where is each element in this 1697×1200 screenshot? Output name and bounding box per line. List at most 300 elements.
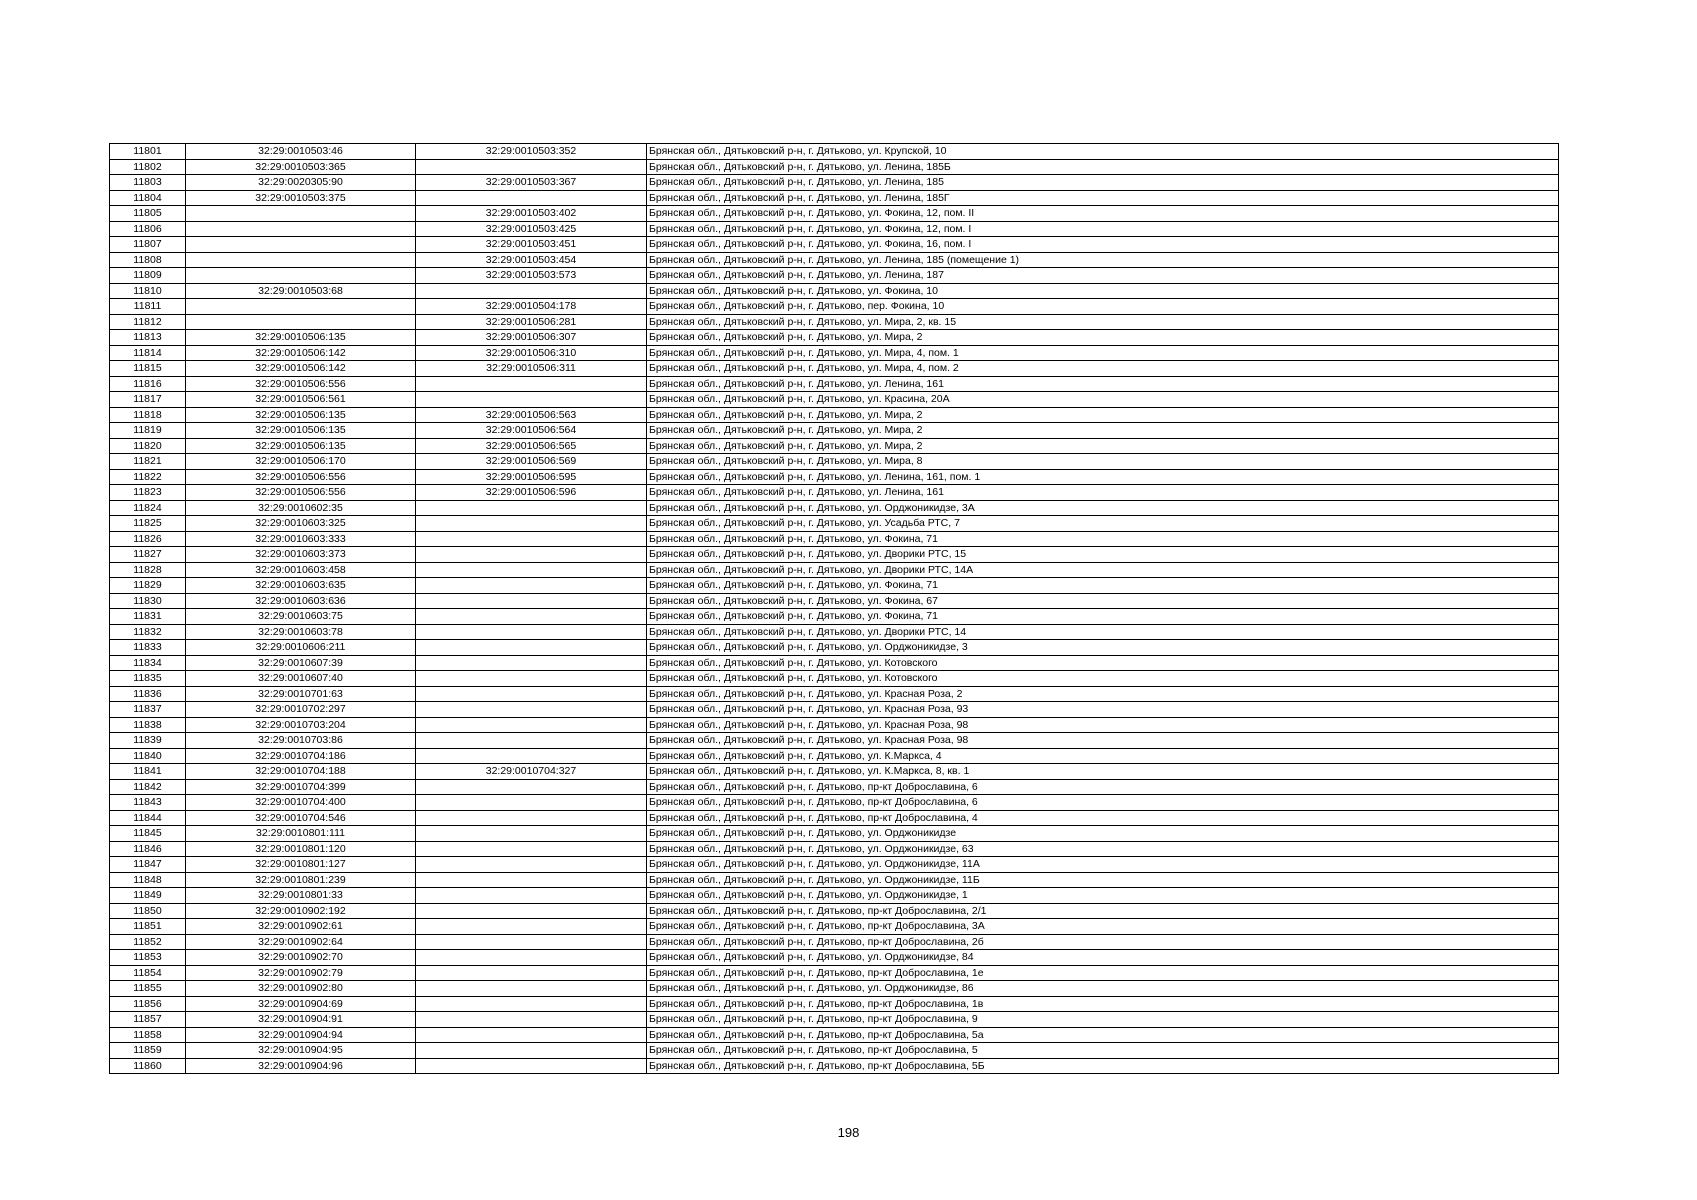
table-row bbox=[110, 314, 1559, 330]
row-number-cell: 11818 bbox=[110, 407, 186, 423]
address-cell: Брянская обл., Дятьковский р-н, г. Дятьково, ул. Дворики РТС, 14 bbox=[647, 624, 1559, 640]
row-number-cell: 11830 bbox=[110, 593, 186, 609]
table-row bbox=[110, 1043, 1559, 1059]
building-cadastral-number-cell: 32:29:0010506:595 bbox=[416, 469, 647, 485]
row-number-cell: 11836 bbox=[110, 686, 186, 702]
address-cell: Брянская обл., Дятьковский р-н, г. Дятьково, ул. Фокина, 71 bbox=[647, 578, 1559, 594]
table-row bbox=[110, 655, 1559, 671]
building-cadastral-number-cell bbox=[416, 671, 647, 687]
land-cadastral-number-cell: 32:29:0010704:546 bbox=[186, 810, 416, 826]
address-cell: Брянская обл., Дятьковский р-н, г. Дятьково, ул. Ленина, 187 bbox=[647, 268, 1559, 284]
building-cadastral-number-cell bbox=[416, 283, 647, 299]
land-cadastral-number-cell bbox=[186, 299, 416, 315]
address-cell: Брянская обл., Дятьковский р-н, г. Дятьково, ул. Орджоникидзе, 84 bbox=[647, 950, 1559, 966]
land-cadastral-number-cell: 32:29:0010703:86 bbox=[186, 733, 416, 749]
land-cadastral-number-cell: 32:29:0010602:35 bbox=[186, 500, 416, 516]
building-cadastral-number-cell bbox=[416, 640, 647, 656]
building-cadastral-number-cell bbox=[416, 500, 647, 516]
building-cadastral-number-cell bbox=[416, 826, 647, 842]
address-cell: Брянская обл., Дятьковский р-н, г. Дятьково, ул. Мира, 4, пом. 2 bbox=[647, 361, 1559, 377]
row-number-cell: 11854 bbox=[110, 965, 186, 981]
building-cadastral-number-cell bbox=[416, 702, 647, 718]
table-row bbox=[110, 1027, 1559, 1043]
table-row bbox=[110, 1012, 1559, 1028]
row-number-cell: 11832 bbox=[110, 624, 186, 640]
building-cadastral-number-cell bbox=[416, 624, 647, 640]
land-cadastral-number-cell: 32:29:0010801:33 bbox=[186, 888, 416, 904]
land-cadastral-number-cell: 32:29:0010603:78 bbox=[186, 624, 416, 640]
table-row bbox=[110, 609, 1559, 625]
row-number-cell: 11802 bbox=[110, 159, 186, 175]
building-cadastral-number-cell bbox=[416, 686, 647, 702]
address-cell: Брянская обл., Дятьковский р-н, г. Дятьково, ул. Дворики РТС, 14А bbox=[647, 562, 1559, 578]
building-cadastral-number-cell: 32:29:0010506:311 bbox=[416, 361, 647, 377]
building-cadastral-number-cell bbox=[416, 748, 647, 764]
building-cadastral-number-cell bbox=[416, 965, 647, 981]
land-cadastral-number-cell: 32:29:0010603:636 bbox=[186, 593, 416, 609]
land-cadastral-number-cell: 32:29:0010506:135 bbox=[186, 423, 416, 439]
address-cell: Брянская обл., Дятьковский р-н, г. Дятьково, пр-кт Доброславина, 2б bbox=[647, 934, 1559, 950]
building-cadastral-number-cell: 32:29:0010503:402 bbox=[416, 206, 647, 222]
address-cell: Брянская обл., Дятьковский р-н, г. Дятьково, ул. Мира, 8 bbox=[647, 454, 1559, 470]
land-cadastral-number-cell: 32:29:0010902:192 bbox=[186, 903, 416, 919]
address-cell: Брянская обл., Дятьковский р-н, г. Дятьково, пр-кт Доброславина, 2/1 bbox=[647, 903, 1559, 919]
table-row bbox=[110, 438, 1559, 454]
row-number-cell: 11846 bbox=[110, 841, 186, 857]
address-cell: Брянская обл., Дятьковский р-н, г. Дятьково, ул. Котовского bbox=[647, 655, 1559, 671]
land-cadastral-number-cell: 32:29:0010506:556 bbox=[186, 485, 416, 501]
building-cadastral-number-cell bbox=[416, 190, 647, 206]
table-row bbox=[110, 469, 1559, 485]
building-cadastral-number-cell bbox=[416, 655, 647, 671]
building-cadastral-number-cell bbox=[416, 1058, 647, 1074]
building-cadastral-number-cell: 32:29:0010704:327 bbox=[416, 764, 647, 780]
table-row bbox=[110, 345, 1559, 361]
row-number-cell: 11843 bbox=[110, 795, 186, 811]
row-number-cell: 11807 bbox=[110, 237, 186, 253]
address-cell: Брянская обл., Дятьковский р-н, г. Дятьково, ул. Мира, 4, пом. 1 bbox=[647, 345, 1559, 361]
land-cadastral-number-cell bbox=[186, 206, 416, 222]
address-cell: Брянская обл., Дятьковский р-н, г. Дятьково, ул. Ленина, 185Б bbox=[647, 159, 1559, 175]
row-number-cell: 11828 bbox=[110, 562, 186, 578]
address-cell: Брянская обл., Дятьковский р-н, г. Дятьково, ул. Фокина, 12, пом. II bbox=[647, 206, 1559, 222]
building-cadastral-number-cell bbox=[416, 516, 647, 532]
address-cell: Брянская обл., Дятьковский р-н, г. Дятьково, ул. Орджоникидзе, 11А bbox=[647, 857, 1559, 873]
land-cadastral-number-cell: 32:29:0010503:375 bbox=[186, 190, 416, 206]
row-number-cell: 11841 bbox=[110, 764, 186, 780]
row-number-cell: 11801 bbox=[110, 144, 186, 160]
land-cadastral-number-cell: 32:29:0010603:325 bbox=[186, 516, 416, 532]
building-cadastral-number-cell bbox=[416, 888, 647, 904]
building-cadastral-number-cell bbox=[416, 562, 647, 578]
row-number-cell: 11860 bbox=[110, 1058, 186, 1074]
row-number-cell: 11809 bbox=[110, 268, 186, 284]
table-row bbox=[110, 361, 1559, 377]
address-cell: Брянская обл., Дятьковский р-н, г. Дятьково, ул. Мира, 2, кв. 15 bbox=[647, 314, 1559, 330]
land-cadastral-number-cell: 32:29:0010902:79 bbox=[186, 965, 416, 981]
row-number-cell: 11858 bbox=[110, 1027, 186, 1043]
row-number-cell: 11837 bbox=[110, 702, 186, 718]
row-number-cell: 11806 bbox=[110, 221, 186, 237]
address-cell: Брянская обл., Дятьковский р-н, г. Дятьково, ул. Фокина, 10 bbox=[647, 283, 1559, 299]
row-number-cell: 11816 bbox=[110, 376, 186, 392]
row-number-cell: 11847 bbox=[110, 857, 186, 873]
row-number-cell: 11833 bbox=[110, 640, 186, 656]
table-row bbox=[110, 733, 1559, 749]
table-row bbox=[110, 392, 1559, 408]
land-cadastral-number-cell: 32:29:0010603:373 bbox=[186, 547, 416, 563]
land-cadastral-number-cell: 32:29:0010606:211 bbox=[186, 640, 416, 656]
building-cadastral-number-cell bbox=[416, 810, 647, 826]
table-row bbox=[110, 376, 1559, 392]
table-row bbox=[110, 531, 1559, 547]
building-cadastral-number-cell bbox=[416, 547, 647, 563]
address-cell: Брянская обл., Дятьковский р-н, г. Дятьково, ул. Ленина, 161, пом. 1 bbox=[647, 469, 1559, 485]
row-number-cell: 11838 bbox=[110, 717, 186, 733]
address-cell: Брянская обл., Дятьковский р-н, г. Дятьково, ул. Ленина, 185 (помещение 1) bbox=[647, 252, 1559, 268]
building-cadastral-number-cell bbox=[416, 903, 647, 919]
row-number-cell: 11804 bbox=[110, 190, 186, 206]
table-row bbox=[110, 671, 1559, 687]
table-row bbox=[110, 454, 1559, 470]
land-cadastral-number-cell: 32:29:0010902:70 bbox=[186, 950, 416, 966]
row-number-cell: 11823 bbox=[110, 485, 186, 501]
address-cell: Брянская обл., Дятьковский р-н, г. Дятьково, ул. Фокина, 12, пом. I bbox=[647, 221, 1559, 237]
row-number-cell: 11824 bbox=[110, 500, 186, 516]
table-row bbox=[110, 686, 1559, 702]
building-cadastral-number-cell bbox=[416, 531, 647, 547]
address-cell: Брянская обл., Дятьковский р-н, г. Дятьково, ул. Орджоникидзе, 1 bbox=[647, 888, 1559, 904]
table-row bbox=[110, 221, 1559, 237]
building-cadastral-number-cell bbox=[416, 1027, 647, 1043]
row-number-cell: 11839 bbox=[110, 733, 186, 749]
building-cadastral-number-cell bbox=[416, 996, 647, 1012]
land-cadastral-number-cell: 32:29:0010603:635 bbox=[186, 578, 416, 594]
address-cell: Брянская обл., Дятьковский р-н, г. Дятьково, ул. Красная Роза, 98 bbox=[647, 717, 1559, 733]
row-number-cell: 11852 bbox=[110, 934, 186, 950]
address-cell: Брянская обл., Дятьковский р-н, г. Дятьково, ул. Мира, 2 bbox=[647, 330, 1559, 346]
table-row bbox=[110, 810, 1559, 826]
property-table bbox=[109, 143, 1559, 1074]
table-row bbox=[110, 903, 1559, 919]
building-cadastral-number-cell: 32:29:0010503:451 bbox=[416, 237, 647, 253]
address-cell: Брянская обл., Дятьковский р-н, г. Дятьково, пр-кт Доброславина, 4 bbox=[647, 810, 1559, 826]
land-cadastral-number-cell: 32:29:0010904:94 bbox=[186, 1027, 416, 1043]
land-cadastral-number-cell: 32:29:0010506:135 bbox=[186, 438, 416, 454]
address-cell: Брянская обл., Дятьковский р-н, г. Дятьково, пр-кт Доброславина, 5а bbox=[647, 1027, 1559, 1043]
building-cadastral-number-cell: 32:29:0010506:569 bbox=[416, 454, 647, 470]
address-cell: Брянская обл., Дятьковский р-н, г. Дятьково, ул. Фокина, 67 bbox=[647, 593, 1559, 609]
table-row bbox=[110, 407, 1559, 423]
land-cadastral-number-cell: 32:29:0010704:188 bbox=[186, 764, 416, 780]
land-cadastral-number-cell: 32:29:0010801:120 bbox=[186, 841, 416, 857]
address-cell: Брянская обл., Дятьковский р-н, г. Дятьково, ул. Мира, 2 bbox=[647, 438, 1559, 454]
address-cell: Брянская обл., Дятьковский р-н, г. Дятьково, пр-кт Доброславина, 5 bbox=[647, 1043, 1559, 1059]
row-number-cell: 11825 bbox=[110, 516, 186, 532]
building-cadastral-number-cell bbox=[416, 981, 647, 997]
address-cell: Брянская обл., Дятьковский р-н, г. Дятьково, ул. Красная Роза, 93 bbox=[647, 702, 1559, 718]
row-number-cell: 11811 bbox=[110, 299, 186, 315]
table-row bbox=[110, 423, 1559, 439]
land-cadastral-number-cell bbox=[186, 268, 416, 284]
building-cadastral-number-cell: 32:29:0010506:310 bbox=[416, 345, 647, 361]
land-cadastral-number-cell: 32:29:0010506:561 bbox=[186, 392, 416, 408]
table-row bbox=[110, 764, 1559, 780]
address-cell: Брянская обл., Дятьковский р-н, г. Дятьково, пр-кт Доброславина, 5Б bbox=[647, 1058, 1559, 1074]
land-cadastral-number-cell: 32:29:0010506:142 bbox=[186, 361, 416, 377]
building-cadastral-number-cell: 32:29:0010506:596 bbox=[416, 485, 647, 501]
address-cell: Брянская обл., Дятьковский р-н, г. Дятьково, ул. Крупской, 10 bbox=[647, 144, 1559, 160]
land-cadastral-number-cell: 32:29:0010704:186 bbox=[186, 748, 416, 764]
table-row bbox=[110, 981, 1559, 997]
table-row bbox=[110, 593, 1559, 609]
building-cadastral-number-cell bbox=[416, 159, 647, 175]
land-cadastral-number-cell: 32:29:0010904:91 bbox=[186, 1012, 416, 1028]
land-cadastral-number-cell bbox=[186, 252, 416, 268]
address-cell: Брянская обл., Дятьковский р-н, г. Дятьково, ул. Ленина, 185Г bbox=[647, 190, 1559, 206]
building-cadastral-number-cell: 32:29:0010506:563 bbox=[416, 407, 647, 423]
building-cadastral-number-cell bbox=[416, 578, 647, 594]
table-row bbox=[110, 934, 1559, 950]
table-row bbox=[110, 578, 1559, 594]
table-row bbox=[110, 144, 1559, 160]
table-row bbox=[110, 702, 1559, 718]
row-number-cell: 11842 bbox=[110, 779, 186, 795]
building-cadastral-number-cell: 32:29:0010503:454 bbox=[416, 252, 647, 268]
building-cadastral-number-cell: 32:29:0010506:307 bbox=[416, 330, 647, 346]
address-cell: Брянская обл., Дятьковский р-н, г. Дятьково, ул. Красная Роза, 98 bbox=[647, 733, 1559, 749]
table-row bbox=[110, 1058, 1559, 1074]
table-row bbox=[110, 857, 1559, 873]
address-cell: Брянская обл., Дятьковский р-н, г. Дятьково, пр-кт Доброславина, 3А bbox=[647, 919, 1559, 935]
land-cadastral-number-cell: 32:29:0010702:297 bbox=[186, 702, 416, 718]
row-number-cell: 11831 bbox=[110, 609, 186, 625]
row-number-cell: 11805 bbox=[110, 206, 186, 222]
land-cadastral-number-cell: 32:29:0010603:333 bbox=[186, 531, 416, 547]
land-cadastral-number-cell: 32:29:0010506:556 bbox=[186, 376, 416, 392]
row-number-cell: 11856 bbox=[110, 996, 186, 1012]
address-cell: Брянская обл., Дятьковский р-н, г. Дятьково, ул. Орджоникидзе, 63 bbox=[647, 841, 1559, 857]
row-number-cell: 11820 bbox=[110, 438, 186, 454]
row-number-cell: 11840 bbox=[110, 748, 186, 764]
table-row bbox=[110, 547, 1559, 563]
address-cell: Брянская обл., Дятьковский р-н, г. Дятьково, ул. Котовского bbox=[647, 671, 1559, 687]
land-cadastral-number-cell: 32:29:0010902:61 bbox=[186, 919, 416, 935]
table-row bbox=[110, 237, 1559, 253]
address-cell: Брянская обл., Дятьковский р-н, г. Дятьково, ул. К.Маркса, 8, кв. 1 bbox=[647, 764, 1559, 780]
row-number-cell: 11822 bbox=[110, 469, 186, 485]
address-cell: Брянская обл., Дятьковский р-н, г. Дятьково, ул. Красная Роза, 2 bbox=[647, 686, 1559, 702]
address-cell: Брянская обл., Дятьковский р-н, г. Дятьково, пр-кт Доброславина, 1в bbox=[647, 996, 1559, 1012]
address-cell: Брянская обл., Дятьковский р-н, г. Дятьково, ул. Ленина, 185 bbox=[647, 175, 1559, 191]
table-row bbox=[110, 950, 1559, 966]
table-row bbox=[110, 283, 1559, 299]
building-cadastral-number-cell: 32:29:0010503:573 bbox=[416, 268, 647, 284]
building-cadastral-number-cell bbox=[416, 717, 647, 733]
address-cell: Брянская обл., Дятьковский р-н, г. Дятьково, пр-кт Доброславина, 9 bbox=[647, 1012, 1559, 1028]
building-cadastral-number-cell bbox=[416, 392, 647, 408]
address-cell: Брянская обл., Дятьковский р-н, г. Дятьково, ул. Дворики РТС, 15 bbox=[647, 547, 1559, 563]
table-row bbox=[110, 330, 1559, 346]
building-cadastral-number-cell bbox=[416, 609, 647, 625]
row-number-cell: 11815 bbox=[110, 361, 186, 377]
land-cadastral-number-cell: 32:29:0010904:69 bbox=[186, 996, 416, 1012]
row-number-cell: 11821 bbox=[110, 454, 186, 470]
land-cadastral-number-cell: 32:29:0010607:39 bbox=[186, 655, 416, 671]
row-number-cell: 11826 bbox=[110, 531, 186, 547]
address-cell: Брянская обл., Дятьковский р-н, г. Дятьково, ул. Орджоникидзе, 3 bbox=[647, 640, 1559, 656]
row-number-cell: 11848 bbox=[110, 872, 186, 888]
address-cell: Брянская обл., Дятьковский р-н, г. Дятьково, ул. Мира, 2 bbox=[647, 423, 1559, 439]
building-cadastral-number-cell: 32:29:0010504:178 bbox=[416, 299, 647, 315]
table-row bbox=[110, 748, 1559, 764]
building-cadastral-number-cell: 32:29:0010506:281 bbox=[416, 314, 647, 330]
building-cadastral-number-cell bbox=[416, 950, 647, 966]
address-cell: Брянская обл., Дятьковский р-н, г. Дятьково, ул. Орджоникидзе, 11Б bbox=[647, 872, 1559, 888]
land-cadastral-number-cell: 32:29:0010801:111 bbox=[186, 826, 416, 842]
row-number-cell: 11829 bbox=[110, 578, 186, 594]
land-cadastral-number-cell: 32:29:0010506:142 bbox=[186, 345, 416, 361]
building-cadastral-number-cell bbox=[416, 841, 647, 857]
address-cell: Брянская обл., Дятьковский р-н, г. Дятьково, ул. Мира, 2 bbox=[647, 407, 1559, 423]
address-cell: Брянская обл., Дятьковский р-н, г. Дятьково, ул. Ленина, 161 bbox=[647, 376, 1559, 392]
land-cadastral-number-cell: 32:29:0010506:135 bbox=[186, 330, 416, 346]
land-cadastral-number-cell bbox=[186, 237, 416, 253]
land-cadastral-number-cell: 32:29:0010607:40 bbox=[186, 671, 416, 687]
row-number-cell: 11827 bbox=[110, 547, 186, 563]
row-number-cell: 11813 bbox=[110, 330, 186, 346]
row-number-cell: 11850 bbox=[110, 903, 186, 919]
land-cadastral-number-cell: 32:29:0010506:135 bbox=[186, 407, 416, 423]
table-row bbox=[110, 299, 1559, 315]
building-cadastral-number-cell bbox=[416, 779, 647, 795]
land-cadastral-number-cell bbox=[186, 221, 416, 237]
address-cell: Брянская обл., Дятьковский р-н, г. Дятьково, ул. Усадьба РТС, 7 bbox=[647, 516, 1559, 532]
table-row bbox=[110, 252, 1559, 268]
address-cell: Брянская обл., Дятьковский р-н, г. Дятьково, ул. Фокина, 71 bbox=[647, 609, 1559, 625]
building-cadastral-number-cell bbox=[416, 1043, 647, 1059]
page-number: 198 bbox=[837, 1125, 860, 1140]
address-cell: Брянская обл., Дятьковский р-н, г. Дятьково, ул. Фокина, 71 bbox=[647, 531, 1559, 547]
table-row bbox=[110, 919, 1559, 935]
address-cell: Брянская обл., Дятьковский р-н, г. Дятьково, ул. Орджоникидзе bbox=[647, 826, 1559, 842]
row-number-cell: 11855 bbox=[110, 981, 186, 997]
row-number-cell: 11812 bbox=[110, 314, 186, 330]
land-cadastral-number-cell bbox=[186, 314, 416, 330]
building-cadastral-number-cell bbox=[416, 376, 647, 392]
row-number-cell: 11803 bbox=[110, 175, 186, 191]
land-cadastral-number-cell: 32:29:0010904:95 bbox=[186, 1043, 416, 1059]
table-row bbox=[110, 190, 1559, 206]
building-cadastral-number-cell bbox=[416, 872, 647, 888]
address-cell: Брянская обл., Дятьковский р-н, г. Дятьково, пр-кт Доброславина, 6 bbox=[647, 779, 1559, 795]
table-row bbox=[110, 485, 1559, 501]
building-cadastral-number-cell: 32:29:0010506:564 bbox=[416, 423, 647, 439]
land-cadastral-number-cell: 32:29:0010506:556 bbox=[186, 469, 416, 485]
building-cadastral-number-cell: 32:29:0010506:565 bbox=[416, 438, 647, 454]
row-number-cell: 11849 bbox=[110, 888, 186, 904]
land-cadastral-number-cell: 32:29:0010506:170 bbox=[186, 454, 416, 470]
building-cadastral-number-cell bbox=[416, 593, 647, 609]
land-cadastral-number-cell: 32:29:0010801:127 bbox=[186, 857, 416, 873]
row-number-cell: 11817 bbox=[110, 392, 186, 408]
table-row bbox=[110, 268, 1559, 284]
row-number-cell: 11808 bbox=[110, 252, 186, 268]
building-cadastral-number-cell: 32:29:0010503:367 bbox=[416, 175, 647, 191]
land-cadastral-number-cell: 32:29:0010704:399 bbox=[186, 779, 416, 795]
address-cell: Брянская обл., Дятьковский р-н, г. Дятьково, ул. Ленина, 161 bbox=[647, 485, 1559, 501]
address-cell: Брянская обл., Дятьковский р-н, г. Дятьково, пр-кт Доброславина, 6 bbox=[647, 795, 1559, 811]
land-cadastral-number-cell: 32:29:0010503:46 bbox=[186, 144, 416, 160]
address-cell: Брянская обл., Дятьковский р-н, г. Дятьково, ул. К.Маркса, 4 bbox=[647, 748, 1559, 764]
address-cell: Брянская обл., Дятьковский р-н, г. Дятьково, ул. Орджоникидзе, 3А bbox=[647, 500, 1559, 516]
row-number-cell: 11844 bbox=[110, 810, 186, 826]
building-cadastral-number-cell: 32:29:0010503:352 bbox=[416, 144, 647, 160]
land-cadastral-number-cell: 32:29:0010801:239 bbox=[186, 872, 416, 888]
row-number-cell: 11810 bbox=[110, 283, 186, 299]
row-number-cell: 11857 bbox=[110, 1012, 186, 1028]
table-row bbox=[110, 159, 1559, 175]
table-row bbox=[110, 717, 1559, 733]
land-cadastral-number-cell: 32:29:0020305:90 bbox=[186, 175, 416, 191]
table-row bbox=[110, 516, 1559, 532]
table-row bbox=[110, 872, 1559, 888]
row-number-cell: 11851 bbox=[110, 919, 186, 935]
address-cell: Брянская обл., Дятьковский р-н, г. Дятьково, пер. Фокина, 10 bbox=[647, 299, 1559, 315]
table-row bbox=[110, 795, 1559, 811]
land-cadastral-number-cell: 32:29:0010704:400 bbox=[186, 795, 416, 811]
address-cell: Брянская обл., Дятьковский р-н, г. Дятьково, пр-кт Доброславина, 1е bbox=[647, 965, 1559, 981]
row-number-cell: 11814 bbox=[110, 345, 186, 361]
building-cadastral-number-cell bbox=[416, 1012, 647, 1028]
land-cadastral-number-cell: 32:29:0010701:63 bbox=[186, 686, 416, 702]
table-row bbox=[110, 500, 1559, 516]
table-row bbox=[110, 996, 1559, 1012]
building-cadastral-number-cell bbox=[416, 733, 647, 749]
building-cadastral-number-cell bbox=[416, 919, 647, 935]
property-table-body bbox=[110, 144, 1559, 1074]
table-row bbox=[110, 562, 1559, 578]
land-cadastral-number-cell: 32:29:0010904:96 bbox=[186, 1058, 416, 1074]
land-cadastral-number-cell: 32:29:0010902:64 bbox=[186, 934, 416, 950]
building-cadastral-number-cell bbox=[416, 795, 647, 811]
row-number-cell: 11835 bbox=[110, 671, 186, 687]
table-row bbox=[110, 888, 1559, 904]
row-number-cell: 11853 bbox=[110, 950, 186, 966]
table-row bbox=[110, 826, 1559, 842]
address-cell: Брянская обл., Дятьковский р-н, г. Дятьково, ул. Красина, 20А bbox=[647, 392, 1559, 408]
row-number-cell: 11859 bbox=[110, 1043, 186, 1059]
land-cadastral-number-cell: 32:29:0010503:365 bbox=[186, 159, 416, 175]
table-row bbox=[110, 175, 1559, 191]
land-cadastral-number-cell: 32:29:0010603:458 bbox=[186, 562, 416, 578]
building-cadastral-number-cell bbox=[416, 934, 647, 950]
row-number-cell: 11834 bbox=[110, 655, 186, 671]
table-row bbox=[110, 841, 1559, 857]
table-row bbox=[110, 779, 1559, 795]
table-row bbox=[110, 206, 1559, 222]
row-number-cell: 11845 bbox=[110, 826, 186, 842]
row-number-cell: 11819 bbox=[110, 423, 186, 439]
address-cell: Брянская обл., Дятьковский р-н, г. Дятьково, ул. Фокина, 16, пом. I bbox=[647, 237, 1559, 253]
table-row bbox=[110, 640, 1559, 656]
land-cadastral-number-cell: 32:29:0010503:68 bbox=[186, 283, 416, 299]
land-cadastral-number-cell: 32:29:0010902:80 bbox=[186, 981, 416, 997]
address-cell: Брянская обл., Дятьковский р-н, г. Дятьково, ул. Орджоникидзе, 86 bbox=[647, 981, 1559, 997]
land-cadastral-number-cell: 32:29:0010603:75 bbox=[186, 609, 416, 625]
table-row bbox=[110, 624, 1559, 640]
land-cadastral-number-cell: 32:29:0010703:204 bbox=[186, 717, 416, 733]
